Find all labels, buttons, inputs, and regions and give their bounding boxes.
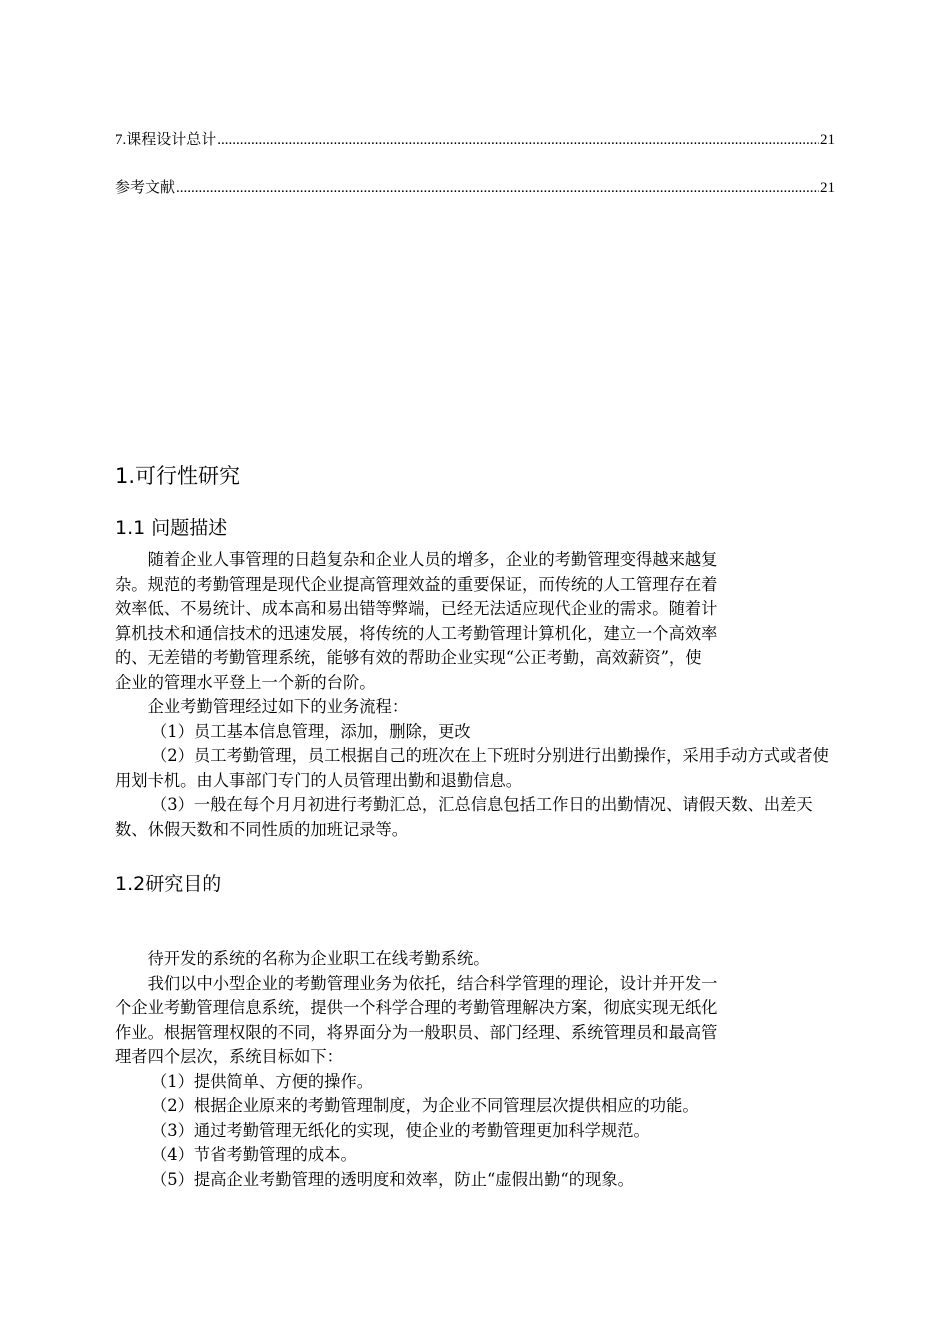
toc-entry-title: 7.课程设计总计 xyxy=(115,132,217,148)
flow-item: （2）员工考勤管理，员工根据自己的班次在上下班时分别进行出勤操作，采用手动方式或者使用划卡机。由人事部门专门的人员管理出勤和退勤信息。 xyxy=(115,746,829,790)
paragraph-line: 的、无差错的考勤管理系统，能够有效的帮助企业实现“公正考勤，高效薪资”，使 xyxy=(115,648,702,667)
paragraph-line: 杂。规范的考勤管理是现代企业提高管理效益的重要保证，而传统的人工管理存在着 xyxy=(115,574,718,594)
toc-entry[interactable] xyxy=(115,130,835,150)
goal-item: （4）节省考勤管理的成本。 xyxy=(151,1145,357,1164)
paragraph-line: 随着企业人事管理的日趋复杂和企业人员的增多，企业的考勤管理变得越来越复 xyxy=(147,550,718,569)
toc-entry-title: 参考文献 xyxy=(115,180,176,196)
paragraph-line: 效率低、不易统计、成本高和易出错等弊端，已经无法适应现代企业的需求。随着计 xyxy=(115,599,718,618)
paragraph-line: 理者四个层次，系统目标如下： xyxy=(115,1047,343,1066)
goal-item: （1）提供简单、方便的操作。 xyxy=(151,1071,374,1091)
paragraph-line: 算机技术和通信技术的迅速发展，将传统的人工考勤管理计算机化，建立一个高效率 xyxy=(115,623,718,643)
paragraph-line: 企业的管理水平登上一个新的台阶。 xyxy=(115,672,376,692)
system-name: 待开发的系统的名称为企业职工在线考勤系统。 xyxy=(147,949,490,968)
paragraph-line: 作业。根据管理权限的不同，将界面分为一般职员、部门经理、系统管理员和最高管 xyxy=(115,1022,718,1042)
subsection-heading: 1.2研究目的 xyxy=(115,873,222,895)
toc-leader-dots xyxy=(217,130,819,150)
paragraph-line: 我们以中小型企业的考勤管理业务为依托，结合科学管理的理论，设计并开发一 xyxy=(147,973,718,993)
toc-leader-dots xyxy=(176,178,819,198)
flow-item: （1）员工基本信息管理，添加，删除，更改 xyxy=(151,721,471,741)
goal-item: （5）提高企业考勤管理的透明度和效率，防止“虚假出勤“的现象。 xyxy=(151,1169,634,1189)
toc-entry-page: 21 xyxy=(820,180,835,196)
paragraph-line: 个企业考勤管理信息系统，提供一个科学合理的考勤管理解决方案，彻底实现无纸化 xyxy=(115,998,718,1017)
toc-entry-page: 21 xyxy=(820,132,835,148)
subsection-heading: 1.1 问题描述 xyxy=(115,517,228,539)
toc-entry[interactable] xyxy=(115,178,835,198)
research-purpose xyxy=(115,947,837,1192)
section-heading: 1.可行性研究 xyxy=(115,464,241,488)
flow-intro: 企业考勤管理经过如下的业务流程： xyxy=(147,697,409,716)
goal-item: （2）根据企业原来的考勤管理制度，为企业不同管理层次提供相应的功能。 xyxy=(151,1096,699,1115)
problem-description xyxy=(115,548,837,842)
goal-item: （3）通过考勤管理无纸化的实现，使企业的考勤管理更加科学规范。 xyxy=(151,1120,650,1140)
flow-item: （3）一般在每个月月初进行考勤汇总，汇总信息包括工作日的出勤情况、请假天数、出差天数、休假天数和不同性质的加班记录等。 xyxy=(115,795,813,839)
